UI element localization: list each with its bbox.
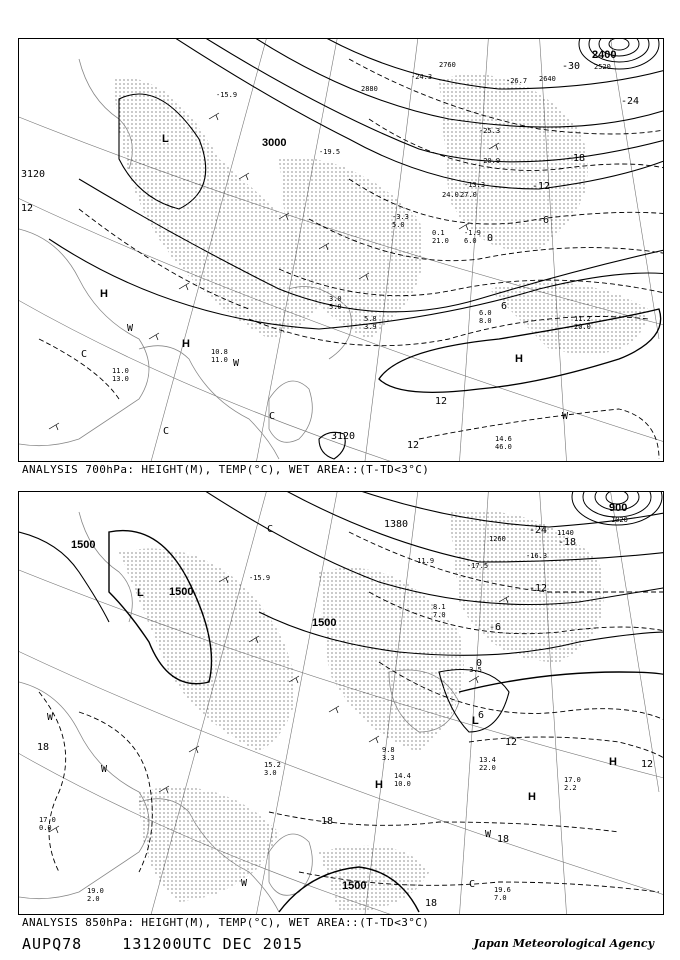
station-value: 17.0: [564, 776, 581, 784]
temp-label: -24: [529, 525, 548, 536]
temp-label: 18: [425, 898, 438, 909]
height-label: 1260: [489, 535, 506, 543]
cold-low-rings-700: [579, 39, 659, 69]
temp-label: -6: [537, 215, 550, 226]
station-value: 3.0: [264, 769, 277, 777]
temp-label: -18: [567, 153, 586, 164]
height-label: 2400: [592, 49, 617, 61]
station-value: 22.0: [479, 764, 496, 772]
station-value: 8.1: [433, 603, 446, 611]
caption-850hpa: ANALYSIS 850hPa: HEIGHT(M), TEMP(°C), WET AREA::(T-TD<3°C): [22, 916, 430, 929]
station-value: -1.9: [464, 229, 481, 237]
station-value: 21.0: [432, 237, 449, 245]
height-label: 1500: [342, 880, 367, 892]
temp-label: 12: [641, 759, 654, 770]
station-value: 8.0: [479, 317, 492, 325]
height-label: 2520: [594, 63, 611, 71]
station-value: -26.7: [506, 77, 528, 85]
warm-center-label: W: [127, 323, 134, 334]
station-value: -19.5: [319, 148, 341, 156]
station-value: -15.9: [249, 574, 271, 582]
station-value: 11.2: [574, 315, 591, 323]
temp-label: -12: [529, 583, 548, 594]
height-label: 2640: [539, 75, 556, 83]
station-value: 0.0: [39, 824, 52, 832]
height-label: 1140: [557, 529, 574, 537]
temp-label: -6: [489, 622, 502, 633]
station-value: 3.3: [382, 754, 395, 762]
map-850hpa-svg: [19, 492, 663, 914]
station-value: -24.3: [411, 73, 433, 81]
high-center-label: H: [609, 756, 617, 768]
high-center-label: H: [182, 338, 190, 350]
height-label: 3120: [331, 431, 356, 442]
high-center-label: H: [375, 779, 383, 791]
temp-label: 6: [478, 710, 485, 721]
station-value: 17.0: [39, 816, 56, 824]
caption-700hpa: ANALYSIS 700hPa: HEIGHT(M), TEMP(°C), WET AREA::(T-TD<3°C): [22, 463, 430, 476]
map-panel-850hpa: [18, 491, 664, 915]
station-value: 3.0: [329, 295, 342, 303]
station-value: 6.0: [464, 237, 477, 245]
height-label: 3000: [262, 137, 287, 149]
bulletin-header-code: AUPQ78 131200UTC DEC 2015: [22, 935, 303, 953]
temp-label: 18: [321, 816, 334, 827]
height-label: 1500: [71, 539, 96, 551]
station-value: 2.0: [87, 895, 100, 903]
warm-center-label: W: [241, 878, 248, 889]
temp-label: 18: [37, 742, 50, 753]
station-value: 0.1: [432, 229, 445, 237]
warm-center-label: W: [101, 764, 108, 775]
cold-center-label: C: [269, 411, 276, 422]
temp-label: 6: [501, 301, 508, 312]
station-value: 7.0: [433, 611, 446, 619]
station-value: 6.0: [479, 309, 492, 317]
agency-name: Japan Meteorological Agency: [473, 937, 654, 950]
low-center-label: L: [137, 587, 144, 599]
station-value: 11.0: [112, 367, 129, 375]
station-value: 15.2: [264, 761, 281, 769]
station-value: -20.9: [479, 157, 501, 165]
warm-center-label: W: [47, 712, 54, 723]
temp-label: 12: [21, 203, 34, 214]
station-value: -15.9: [216, 91, 238, 99]
station-value: 13.0: [112, 375, 129, 383]
temp-label: 12: [435, 396, 448, 407]
high-center-label: H: [100, 288, 108, 300]
low-center-label: L: [162, 133, 169, 145]
map-700hpa-svg: [19, 39, 663, 461]
temp-label: 0: [476, 658, 483, 669]
temp-label: 18: [497, 834, 510, 845]
station-value: -11.9: [413, 557, 435, 565]
station-value: 46.0: [495, 443, 512, 451]
station-value: 2.2: [564, 784, 577, 792]
station-value: -17.5: [467, 562, 489, 570]
station-value: 5.0: [329, 303, 342, 311]
height-label: 3120: [21, 169, 46, 180]
cold-center-label: C: [469, 879, 476, 890]
station-value: 5.0: [392, 221, 405, 229]
temp-label: -30: [562, 61, 581, 72]
height-label: 1380: [384, 519, 409, 530]
warm-center-label: W: [562, 411, 569, 422]
station-value: 9.8: [382, 746, 395, 754]
temp-label: 0: [487, 233, 494, 244]
station-value: 20.0: [574, 323, 591, 331]
station-value: 19.6: [494, 886, 511, 894]
station-value: -16.3: [526, 552, 548, 560]
warm-center-label: W: [485, 829, 492, 840]
warm-center-label: W: [233, 358, 240, 369]
temp-label: -24: [621, 96, 640, 107]
station-value: 3.9: [364, 323, 377, 331]
station-value: -3.3: [392, 213, 409, 221]
station-value: 14.6: [495, 435, 512, 443]
station-value: -13.3: [464, 181, 486, 189]
height-label: 900: [609, 502, 628, 514]
low-center-label: L: [472, 715, 479, 727]
high-center-label: H: [515, 353, 523, 365]
station-value: 27.0: [460, 191, 477, 199]
station-value: -3.5: [465, 666, 482, 674]
station-value: 13.4: [479, 756, 496, 764]
map-panel-700hpa: [18, 38, 664, 462]
high-center-label: H: [528, 791, 536, 803]
wet-areas-850: [119, 511, 604, 912]
station-value: 7.0: [494, 894, 507, 902]
temp-label: -18: [558, 537, 577, 548]
height-label: 1500: [312, 617, 337, 629]
temp-label: -12: [532, 181, 551, 192]
cold-center-label: C: [267, 524, 274, 535]
temp-label: 12: [505, 737, 518, 748]
station-value: 24.0: [442, 191, 459, 199]
station-value: 14.4: [394, 772, 411, 780]
temp-label: 12: [407, 440, 420, 451]
height-label: 1500: [169, 586, 194, 598]
height-label: 2880: [361, 85, 378, 93]
station-value: 10.8: [211, 348, 228, 356]
station-value: 5.8: [364, 315, 377, 323]
cold-center-label: C: [163, 426, 170, 437]
station-value: 19.0: [87, 887, 104, 895]
station-value: -25.3: [479, 127, 501, 135]
station-value: 11.0: [211, 356, 228, 364]
cold-center-label: C: [81, 349, 88, 360]
height-label: 2760: [439, 61, 456, 69]
station-value: 10.0: [394, 780, 411, 788]
height-label: 1020: [611, 516, 628, 524]
